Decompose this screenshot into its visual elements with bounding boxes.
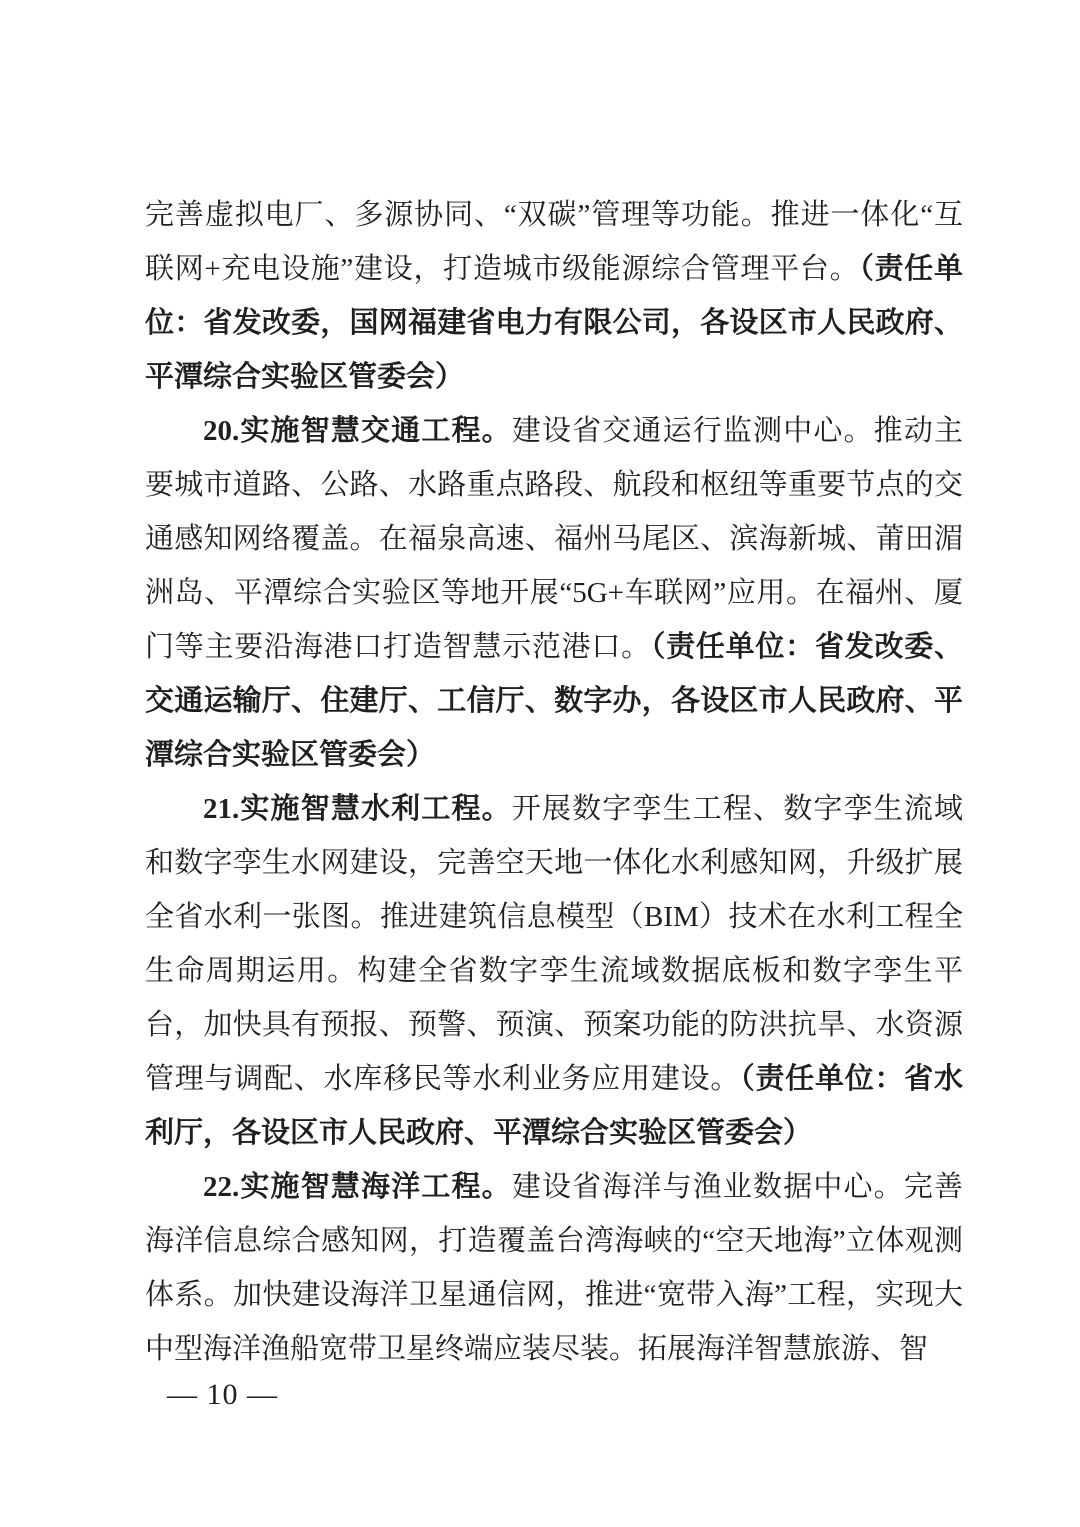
paragraph-item-20 (145, 404, 963, 782)
responsibility-note: （责任单位：省发改委，国网福建省电力有限公司，各设区市人民政府、平潭综合实验区管委会） (145, 253, 963, 393)
responsibility-note: （责任单位：省水利厅，各设区市人民政府、平潭综合实验区管委会） (145, 1063, 963, 1149)
paragraph-text: 建设省海洋与渔业数据中心。完善海洋信息综合感知网，打造覆盖台湾海峡的“空天地海”立体观测体系。加快建设海洋卫星通信网，推进“宽带入海”工程，实现大中型海洋渔船宽带卫星终端应装尽装。拓展海洋智慧旅游、智 (145, 1171, 963, 1365)
item-20-heading: 20.实施智慧交通工程。 (203, 415, 512, 447)
paragraph-item-21 (145, 782, 963, 1160)
page-number: — 10 — (167, 1378, 278, 1411)
document-body (145, 188, 963, 1376)
item-21-heading: 21.实施智慧水利工程。 (203, 793, 512, 825)
paragraph-text: 建设省交通运行监测中心。推动主要城市道路、公路、水路重点路段、航段和枢纽等重要节点的交通感知网络覆盖。在福泉高速、福州马尾区、滨海新城、莆田湄洲岛、平潭综合实验区等地开展“5G+车联网”应用。在福州、厦门等主要沿海港口打造智慧示范港口。 (145, 415, 963, 663)
responsibility-note: （责任单位：省发改委、交通运输厅、住建厅、工信厅、数字办，各设区市人民政府、平潭综合实验区管委会） (145, 631, 963, 771)
paragraph-item-22 (145, 1160, 963, 1376)
item-22-heading: 22.实施智慧海洋工程。 (203, 1171, 512, 1203)
paragraph-continuation (145, 188, 963, 404)
paragraph-text: 开展数字孪生工程、数字孪生流域和数字孪生水网建设，完善空天地一体化水利感知网，升级扩展全省水利一张图。推进建筑信息模型（BIM）技术在水利工程全生命周期运用。构建全省数字孪生流域数据底板和数字孪生平台，加快具有预报、预警、预演、预案功能的防洪抗旱、水资源管理与调配、水库移民等水利业务应用建设。 (145, 793, 963, 1095)
paragraph-text: 完善虚拟电厂、多源协同、“双碳”管理等功能。推进一体化“互联网+充电设施”建设，打造城市级能源综合管理平台。 (145, 199, 963, 285)
